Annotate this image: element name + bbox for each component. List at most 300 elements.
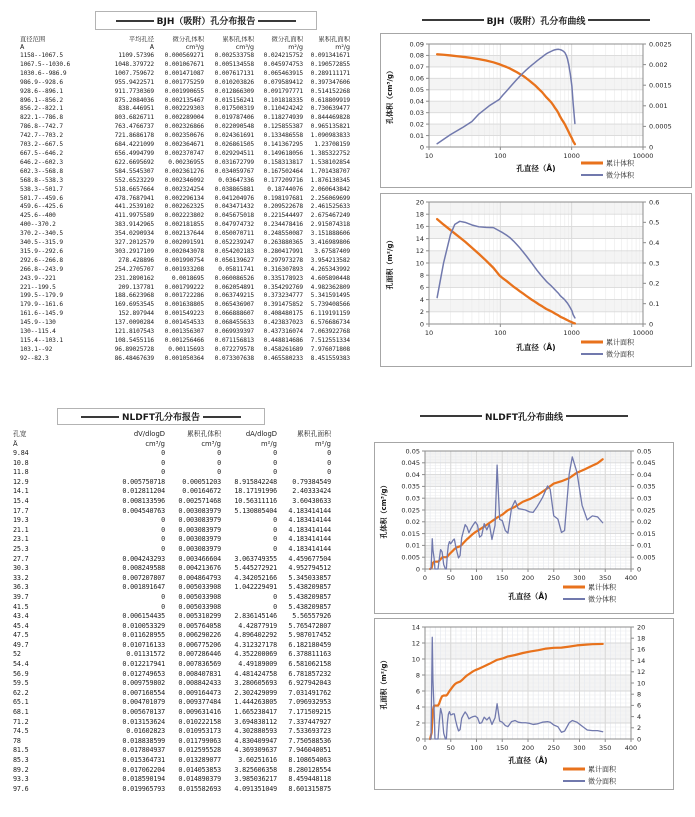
table-row (13, 564, 331, 574)
table-cell: 0 (161, 458, 165, 467)
table-cell: 0.198197681 (263, 194, 303, 202)
table-cell: 54.4 (13, 660, 29, 669)
y-left-tick-label: 0.04 (409, 97, 424, 106)
table-cell: 0.009164473 (178, 688, 221, 697)
table-cell: 1109.57396 (118, 52, 154, 59)
table-cell: 6.927942043 (288, 679, 331, 688)
legend-label: 微分面积 (606, 350, 634, 359)
table-cell: 86.48467639 (114, 354, 154, 361)
table-cell: 6.781857232 (288, 669, 331, 678)
table-row (20, 123, 350, 132)
table-cell: 130--115.4 (20, 328, 56, 336)
table-cell: 0.423837023 (263, 319, 303, 327)
y-left-tick-label: 0.045 (401, 459, 420, 468)
title-dash (566, 415, 628, 417)
table-cell: 0.465580233 (263, 354, 303, 361)
table-cell: 0.167502464 (263, 167, 303, 175)
nldft-report-table (13, 430, 331, 794)
nldft-curves-title-row (374, 408, 674, 424)
table-cell: 0 (161, 592, 165, 601)
table-row (13, 555, 331, 565)
table-cell: 4.312327178 (234, 640, 277, 649)
y-right-tick-label: 0.1 (649, 299, 660, 308)
table-cell: 0.004864793 (178, 573, 221, 582)
table-cell: 0.000569271 (164, 52, 204, 59)
column-header: 累积孔面积 (318, 36, 350, 43)
table-cell: 0.011628955 (122, 631, 165, 640)
table-cell: 7.976071808 (310, 345, 350, 353)
table-cell: 97.6 (13, 784, 29, 793)
table-cell: 5.739408566 (310, 301, 350, 309)
table-cell: 518.6657664 (114, 185, 154, 193)
table-cell: 0.00115693 (168, 345, 204, 353)
y-right-tick-label: 18 (637, 634, 646, 643)
y-right-tick-label: 0.02 (637, 518, 652, 527)
table-cell: 0.004540763 (122, 506, 165, 515)
chart-nldft-area (374, 618, 674, 790)
column-header: 平均孔径 (128, 36, 154, 43)
table-cell: 254.2705707 (114, 265, 154, 273)
table-cell: 0.009759802 (122, 679, 165, 688)
table-cell: 0.001549223 (164, 310, 204, 318)
table-cell: 3.954213582 (310, 256, 350, 264)
table-cell: 0 (273, 525, 277, 534)
table-cell: 0.014890379 (178, 775, 221, 784)
table-row (20, 61, 350, 70)
column-header: m²/g (288, 44, 303, 51)
y-left-tick-label: 0.04 (405, 470, 420, 479)
table-cell: 0.006775206 (178, 640, 221, 649)
x-tick-label: 100 (470, 744, 483, 752)
table-cell: 137.0090284 (114, 319, 154, 327)
table-row (20, 97, 350, 106)
table-cell: 18.17191996 (234, 487, 277, 496)
table-cell: 911.7730369 (114, 87, 154, 95)
y-right-tick-label: 0.01 (637, 541, 652, 550)
table-cell: 0.001356307 (164, 328, 204, 336)
table-cell: 7.096932953 (288, 698, 331, 707)
table-cell: 0.008407831 (178, 669, 221, 678)
table-cell: 0.072279578 (214, 345, 254, 353)
table-cell: 179.9--161.6 (20, 301, 63, 309)
y-left-tick-label: 12 (411, 639, 420, 648)
table-cell: 169.6953545 (114, 301, 154, 309)
table-row (20, 337, 350, 346)
table-cell: 0.003083979 (178, 525, 221, 534)
table-cell: 0.071156813 (214, 337, 254, 344)
y-right-tick-label: 8 (637, 690, 642, 699)
y-left-tick-label: 2 (419, 308, 424, 317)
table-cell: 47.5 (13, 631, 29, 640)
table-cell: 49.7 (13, 640, 29, 649)
table-cell: 0.002043078 (164, 247, 204, 255)
table-cell: 0.024215752 (263, 52, 303, 59)
table-row (20, 203, 350, 212)
table-cell: 199.5--179.9 (20, 292, 63, 300)
table-cell: 7.031491762 (288, 688, 331, 697)
table-cell: 0.158313817 (263, 158, 303, 166)
legend-label: 累计面积 (588, 765, 616, 774)
x-tick-label: 1000 (563, 152, 580, 160)
table-cell: 4.183414144 (288, 544, 331, 553)
legend-label: 累计体积 (606, 159, 634, 168)
table-cell: 0.005670137 (122, 708, 165, 717)
table-cell: 0.514152268 (310, 87, 350, 95)
table-row (20, 168, 350, 177)
x-tick-label: 10000 (632, 329, 654, 337)
y-right-tick-label: 0.0025 (649, 40, 672, 49)
table-cell: 0.177209716 (263, 176, 303, 184)
table-row (20, 150, 350, 159)
table-cell: 838.446951 (118, 105, 154, 113)
x-tick-label: 10 (424, 329, 434, 337)
y-right-tick-label: 0.001 (649, 102, 668, 111)
table-cell: 5.438209857 (288, 583, 331, 592)
y-right-tick-label: 0.045 (637, 459, 656, 468)
table-cell: 0.007836569 (178, 660, 221, 669)
table-cell: 6.378811163 (288, 650, 331, 659)
table-cell: 0.001067671 (164, 60, 204, 68)
table-cell: 92--82.3 (20, 354, 49, 361)
table-cell: 584.5545307 (114, 167, 154, 175)
table-cell: 0.034059767 (214, 167, 254, 175)
table-cell: 0.002324254 (164, 185, 204, 193)
table-cell: 4.183414144 (288, 535, 331, 544)
y-right-tick-label: 10 (637, 679, 646, 688)
table-cell: 0.004701079 (122, 698, 165, 707)
table-row (20, 177, 350, 186)
table-row (20, 266, 350, 275)
table-cell: 4.830409947 (234, 736, 277, 745)
table-cell: 5.130805404 (234, 506, 277, 515)
table-cell: 0.00051203 (182, 477, 221, 486)
y-left-tick-label: 8 (419, 271, 424, 280)
table-cell: 0 (273, 468, 277, 477)
table-cell: 0.045675018 (214, 212, 254, 220)
table-cell: 152.897944 (118, 310, 154, 318)
table-cell: 3.694838112 (234, 717, 277, 726)
column-header: 累积孔体积 (187, 430, 221, 438)
table-cell: 742.7--703.2 (20, 132, 63, 140)
table-cell: 0 (273, 602, 277, 611)
table-cell: 0.101818335 (263, 96, 303, 104)
y-left-tick-label: 0 (419, 143, 424, 152)
table-cell: 0.110424242 (263, 105, 303, 113)
table-cell: 0.001990754 (164, 256, 204, 264)
table-cell: 0.297973278 (263, 256, 303, 264)
table-row (20, 159, 350, 168)
x-tick-label: 100 (494, 329, 507, 337)
table-row (13, 631, 331, 641)
table-cell: 0.002137644 (164, 230, 204, 238)
table-cell: 0.316307893 (263, 265, 303, 273)
table-cell: 21.1 (13, 525, 29, 534)
table-cell: 0 (273, 516, 277, 525)
table-cell: 1158--1067.5 (20, 52, 63, 59)
y-right-tick-label: 0 (637, 735, 642, 744)
table-cell: 0.003466604 (178, 554, 221, 563)
x-tick-label: 200 (521, 574, 535, 582)
table-cell: 0.397347606 (310, 78, 350, 86)
title-dash (420, 415, 482, 417)
table-cell: 4.265343992 (310, 265, 350, 273)
column-header: cm³/g (145, 439, 165, 448)
nldft-report-title-box (57, 408, 265, 425)
table-cell: 0.001775259 (164, 78, 204, 86)
table-cell: 703.2--667.5 (20, 141, 63, 149)
table-cell: 0.002533758 (214, 52, 254, 59)
table-row (13, 535, 331, 545)
table-row (13, 516, 331, 526)
y-left-tick-label: 10 (415, 259, 424, 268)
table-row (20, 195, 350, 204)
table-cell: 786.8--742.7 (20, 123, 63, 131)
table-cell: 4.342052166 (234, 573, 277, 582)
x-tick-label: 10 (424, 152, 434, 160)
table-cell: 25.3 (13, 544, 29, 553)
table-cell: 0.052239247 (214, 239, 254, 247)
table-cell: 0.060086526 (214, 274, 254, 282)
table-cell: 0.437316074 (263, 328, 303, 336)
table-cell: 0.0018695 (171, 274, 204, 282)
y-right-tick-label: 0.6 (649, 198, 660, 207)
table-cell: 0.209522678 (263, 203, 303, 211)
title-dash (116, 20, 154, 22)
table-row (20, 292, 350, 301)
table-cell: 0.79384549 (292, 477, 331, 486)
header-row (20, 44, 350, 52)
y-right-tick-label: 0 (637, 565, 642, 574)
chart-bjh-volume-svg (381, 34, 691, 187)
table-cell: 15.4 (13, 496, 29, 505)
y-left-tick-label: 4 (419, 295, 424, 304)
table-row (13, 545, 331, 555)
table-row (13, 785, 331, 795)
title-dash (258, 20, 296, 22)
table-row (20, 52, 350, 61)
table-cell: 822.1--786.8 (20, 114, 63, 122)
table-row (13, 670, 331, 680)
table-cell: 0.002091591 (164, 239, 204, 247)
table-cell: 0.056139627 (214, 256, 254, 264)
table-cell: 0.149618056 (263, 149, 303, 157)
bjh-report-table (20, 36, 350, 361)
table-cell: 0.002326866 (164, 123, 204, 131)
legend-label: 微分面积 (588, 777, 616, 786)
y-right-tick-label: 0.002 (649, 60, 668, 69)
table-cell: 5.345033857 (288, 573, 331, 582)
table-row (20, 141, 350, 150)
table-cell: 0 (217, 449, 221, 457)
table-row (13, 718, 331, 728)
table-cell: 0.003083979 (178, 506, 221, 515)
x-tick-label: 250 (547, 744, 560, 752)
table-cell: 0.008842433 (178, 679, 221, 688)
table-cell: 0.008249588 (122, 564, 165, 573)
table-cell: 0.002223802 (164, 212, 204, 220)
table-cell: 0.002262325 (164, 203, 204, 211)
column-header: cm³/g (185, 44, 204, 51)
y-left-tick-label: 14 (411, 623, 420, 632)
table-cell: 4.352200069 (234, 650, 277, 659)
column-header: 直径范围 (20, 36, 46, 43)
table-row (20, 105, 350, 114)
column-header: m²/g (335, 44, 350, 51)
table-cell: 0 (273, 458, 277, 467)
table-cell: 0 (217, 458, 221, 467)
chart-nldft-volume-svg (375, 443, 673, 613)
table-row (13, 756, 331, 766)
table-cell: 5.445272921 (234, 564, 277, 573)
table-cell: 121.8107543 (114, 328, 154, 336)
table-cell: 896.1--856.2 (20, 96, 63, 104)
y-right-tick-label: 0.4 (649, 238, 660, 247)
x-tick-label: 0 (422, 744, 428, 752)
table-row (13, 603, 331, 613)
table-cell: 0.125855387 (263, 123, 303, 131)
table-cell: 0.002361276 (164, 167, 204, 175)
table-row (13, 497, 331, 507)
table-row (13, 746, 331, 756)
table-cell: 6.576686734 (310, 319, 350, 327)
table-row (13, 478, 331, 488)
table-cell: 0.118274939 (263, 114, 303, 122)
table-cell: 0.019787406 (214, 114, 254, 122)
table-cell: 383.9142965 (114, 221, 154, 229)
table-cell: 4.183414144 (288, 516, 331, 525)
table-cell: 0.012749653 (122, 669, 165, 678)
column-header: m²/g (261, 439, 277, 448)
table-cell: 856.2--822.1 (20, 105, 63, 113)
table-cell: 4.42877919 (238, 621, 277, 630)
table-cell: 0.001638805 (164, 301, 204, 309)
table-cell: 2.256069699 (310, 194, 350, 202)
table-row (13, 679, 331, 689)
column-header: 累积孔面积 (297, 430, 331, 438)
table-cell: 0 (273, 535, 277, 544)
nldft-report-table-wrap (13, 430, 331, 800)
table-cell: 145.9--130 (20, 319, 56, 327)
table-cell: 3.985036217 (234, 775, 277, 784)
y-left-tick-label: 0.06 (409, 74, 424, 83)
table-cell: 602.3--568.8 (20, 167, 63, 175)
table-cell: 5.341591495 (310, 292, 350, 300)
table-cell: 68.1 (13, 708, 29, 717)
table-cell: 81.5 (13, 746, 29, 755)
table-cell: 0.003083979 (178, 535, 221, 544)
bjh-curves-title-row (380, 12, 692, 28)
table-cell: 0.012866309 (214, 87, 254, 95)
table-cell: 315.9--292.6 (20, 247, 63, 255)
header-row (13, 430, 331, 440)
table-cell: 33.2 (13, 573, 29, 582)
y-right-tick-label: 0.05 (637, 447, 652, 456)
table-cell: 0.010053329 (122, 621, 165, 630)
table-row (20, 114, 350, 123)
table-cell: 0.031672799 (214, 158, 254, 166)
table-cell: 0.005033908 (178, 583, 221, 592)
table-cell: 0.047974732 (214, 221, 254, 229)
table-cell: 0.050070711 (214, 230, 254, 238)
table-cell: 0.002370747 (164, 149, 204, 157)
bjh-report-title: BJH（吸附）孔分布报告 (156, 17, 256, 27)
table-row (13, 449, 331, 459)
y-left-tick-label: 16 (415, 222, 424, 231)
table-cell: 400--370.2 (20, 221, 56, 229)
table-cell: 17.7 (13, 506, 29, 515)
table-cell: 0.041204976 (214, 194, 254, 202)
plot-band (429, 202, 643, 214)
y-right-tick-label: 0.2 (649, 279, 660, 288)
y-left-tick-label: 0.09 (409, 40, 424, 49)
table-cell: 0.002229303 (164, 105, 204, 113)
y-right-tick-label: 0.03 (637, 494, 652, 503)
table-cell: 5.987017452 (288, 631, 331, 640)
nldft-report-title: NLDFT孔分布报告 (121, 413, 201, 423)
table-row (13, 708, 331, 718)
table-cell: 0.007160554 (122, 688, 165, 697)
table-cell: 0.010222158 (178, 717, 221, 726)
table-cell: 74.5 (13, 727, 29, 736)
table-cell: 1067.5--1030.6 (20, 60, 71, 68)
table-cell: 278.428896 (118, 256, 154, 264)
y-right-tick-label: 0.5 (649, 218, 660, 227)
table-cell: 0.069939397 (214, 328, 254, 336)
table-row (13, 660, 331, 670)
table-cell: 7.337447927 (288, 717, 331, 726)
y-left-tick-label: 0.08 (409, 51, 424, 60)
table-cell: 0.091341671 (310, 52, 350, 59)
chart-bjh-volume (380, 33, 692, 188)
table-cell: 370.2--340.5 (20, 230, 63, 238)
x-axis-label: 孔直径（Å) (508, 592, 548, 601)
table-cell: 667.5--646.2 (20, 149, 63, 157)
table-cell: 0 (161, 602, 165, 611)
table-cell: 243.9--221 (20, 274, 56, 282)
table-cell: 1.444263805 (234, 698, 277, 707)
table-cell: 0 (217, 468, 221, 477)
table-row (20, 248, 350, 257)
table-cell: 23.1 (13, 535, 29, 544)
table-cell: 0.002364671 (164, 141, 204, 149)
table-cell: 0.012217941 (122, 660, 165, 669)
table-cell: 3.280605693 (234, 679, 277, 688)
y-right-tick-label: 16 (637, 645, 646, 654)
table-cell: 0.001454533 (164, 319, 204, 327)
table-cell: 0.05811741 (218, 265, 254, 273)
table-cell: 1.665238417 (234, 708, 277, 717)
table-cell: 0.045974753 (263, 60, 303, 68)
y-left-tick-label: 0.005 (401, 553, 420, 562)
y-left-tick-label: 0.01 (405, 541, 420, 550)
table-row (13, 698, 331, 708)
table-cell: 0.408480175 (263, 310, 303, 318)
y-axis-label: 孔体积（cm³/g） (380, 481, 388, 539)
x-tick-label: 300 (573, 744, 586, 752)
table-row (20, 186, 350, 195)
x-tick-label: 100 (494, 152, 507, 160)
table-cell: 0.079589412 (263, 78, 303, 86)
column-header: 微分孔面积 (271, 36, 303, 43)
table-cell: 103.1--92 (20, 345, 53, 353)
x-tick-label: 150 (496, 744, 509, 752)
table-cell: 8.451559383 (310, 354, 350, 361)
y-right-tick-label: 2 (637, 724, 642, 733)
table-cell: 5.438209857 (288, 602, 331, 611)
column-header: Å (20, 44, 25, 51)
x-tick-label: 0 (422, 574, 428, 582)
table-cell: 0.141367295 (263, 141, 303, 149)
